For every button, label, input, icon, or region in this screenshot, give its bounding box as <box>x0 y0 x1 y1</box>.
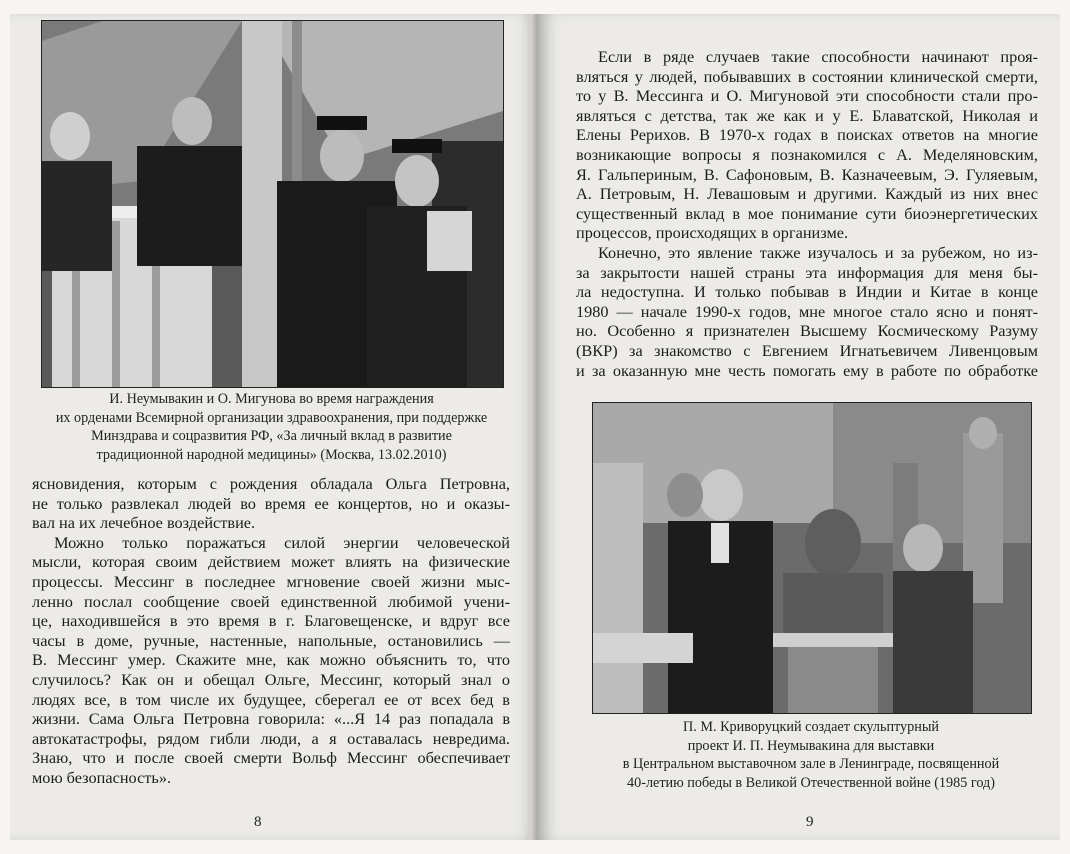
right-body-text <box>576 47 1038 380</box>
award-ceremony-photo <box>41 20 504 388</box>
text-line: вал на их лечебное воздействие. <box>32 513 256 533</box>
text-line: ла недоступна. И только побывав в Индии и Китае в конце <box>576 282 1038 302</box>
text-line: Елены Рерихов. В 1970-х годах в поисках ответов на многие <box>576 125 1038 145</box>
text-line: процессов, происходящих в организме. <box>576 223 849 243</box>
text-line: ленно послал сообщение своей единственной любимой учени- <box>32 591 510 611</box>
left-body-text <box>32 474 510 788</box>
text-line: процессы. Мессинг в последнее мгновение своей жизни мыс- <box>32 571 510 591</box>
text-line: вляться у людей, побывавших в состоянии клинической смерти, <box>576 66 1038 86</box>
text-line: часы в доме, ручные, настенные, напольные, остановились — <box>32 630 510 650</box>
text-line: возникающие вопросы я познакомился с А. Меделяновским, <box>576 144 1038 164</box>
text-line: но. Особенно я признателен Высшему Космическому Разуму <box>576 321 1038 341</box>
award-ceremony-photo-drawing <box>42 21 503 387</box>
sculpture-studio-photo-drawing <box>593 403 1031 713</box>
sculpture-photo-caption <box>592 718 1030 792</box>
page-number-left: 8 <box>254 814 262 830</box>
right-page <box>538 14 1060 840</box>
text-line: мою безопасность». <box>32 767 172 787</box>
caption-line: проект И. П. Неумывакина для выставки <box>687 737 935 754</box>
text-line: 1980 — начале 1990-х годов, мне многое стало ясно и понят- <box>576 301 1038 321</box>
caption-line: Минздрава и соцразвития РФ, «За личный вклад в развитие <box>91 428 452 444</box>
text-line: це, находившейся в это время в г. Благовещенске, и вдруг все <box>32 611 510 631</box>
text-line: жизни. Сама Ольга Петровна говорила: «...Я 14 раз попадала в <box>32 709 510 729</box>
caption-line: П. М. Криворуцкий создает скульптурный <box>683 719 939 735</box>
sculpture-studio-photo <box>592 402 1032 714</box>
caption-line: И. Неумывакин и О. Мигунова во время награждения <box>109 391 434 407</box>
text-line: Знаю, что и после своей смерти Вольф Мессинг обеспечивает <box>32 748 510 768</box>
caption-line: в Центральном выставочном зале в Ленинграде, посвященной <box>622 756 1000 772</box>
text-line: и за оказанную мне честь помогать ему в работе по обработке <box>576 360 1038 380</box>
text-line: Конечно, это явление также изучалось и за рубежом, но из- <box>598 242 1038 262</box>
left-page <box>10 14 538 840</box>
caption-line: их орденами Всемирной организации здравоохранения, при поддержке <box>55 409 488 426</box>
text-line: автокатастрофы, рядом гибли люди, а я оставалась невредима. <box>32 728 510 748</box>
text-line: случилось? Как он и обещал Ольге, Мессинг, который знал о <box>32 669 510 689</box>
award-photo-caption <box>41 390 502 464</box>
text-line: Можно только поражаться силой энергии человеческой <box>54 532 510 552</box>
text-line: Если в ряде случаев такие способности начинают проя- <box>598 47 1038 66</box>
text-line: за закрытости нашей страны эта информация для меня бы- <box>576 262 1038 282</box>
page-number-right: 9 <box>806 814 814 830</box>
text-line: мысли, которая своим действием может влиять на физические <box>32 552 510 572</box>
caption-line: 40-летию победы в Великой Отечественной войне (1985 год) <box>627 774 995 791</box>
text-line: Я. Гальпериным, В. Сафоновым, В. Казначеевым, Э. Гуляевым, <box>576 164 1038 184</box>
text-line: ясновидения, которым с рождения обладала Ольга Петровна, <box>32 474 510 493</box>
text-line: А. Петровым, Н. Левашовым и другими. Каждый из них внес <box>576 184 1038 204</box>
caption-line: традиционной народной медицины» (Москва, 13.02.2010) <box>96 446 447 463</box>
text-line: (ВКР) за знакомство с Евгением Игнатьевичем Ливенцовым <box>576 340 1038 360</box>
text-line: В. Мессинг умер. Скажите мне, как можно объяснить то, что <box>32 650 510 670</box>
text-line: людях все, в том числе их будущее, сберегал ее от всех бед в <box>32 689 510 709</box>
text-line: то у В. Мессинга и О. Мигуновой эти способности стали про- <box>576 86 1038 106</box>
text-line: существенный вклад в мое понимание сути биоэнергетических <box>576 203 1038 223</box>
text-line: не только развлекал людей во время ее концертов, но и оказы- <box>32 493 510 513</box>
text-line: являться с детства, так же как и у Е. Блаватской, Николая и <box>576 105 1038 125</box>
